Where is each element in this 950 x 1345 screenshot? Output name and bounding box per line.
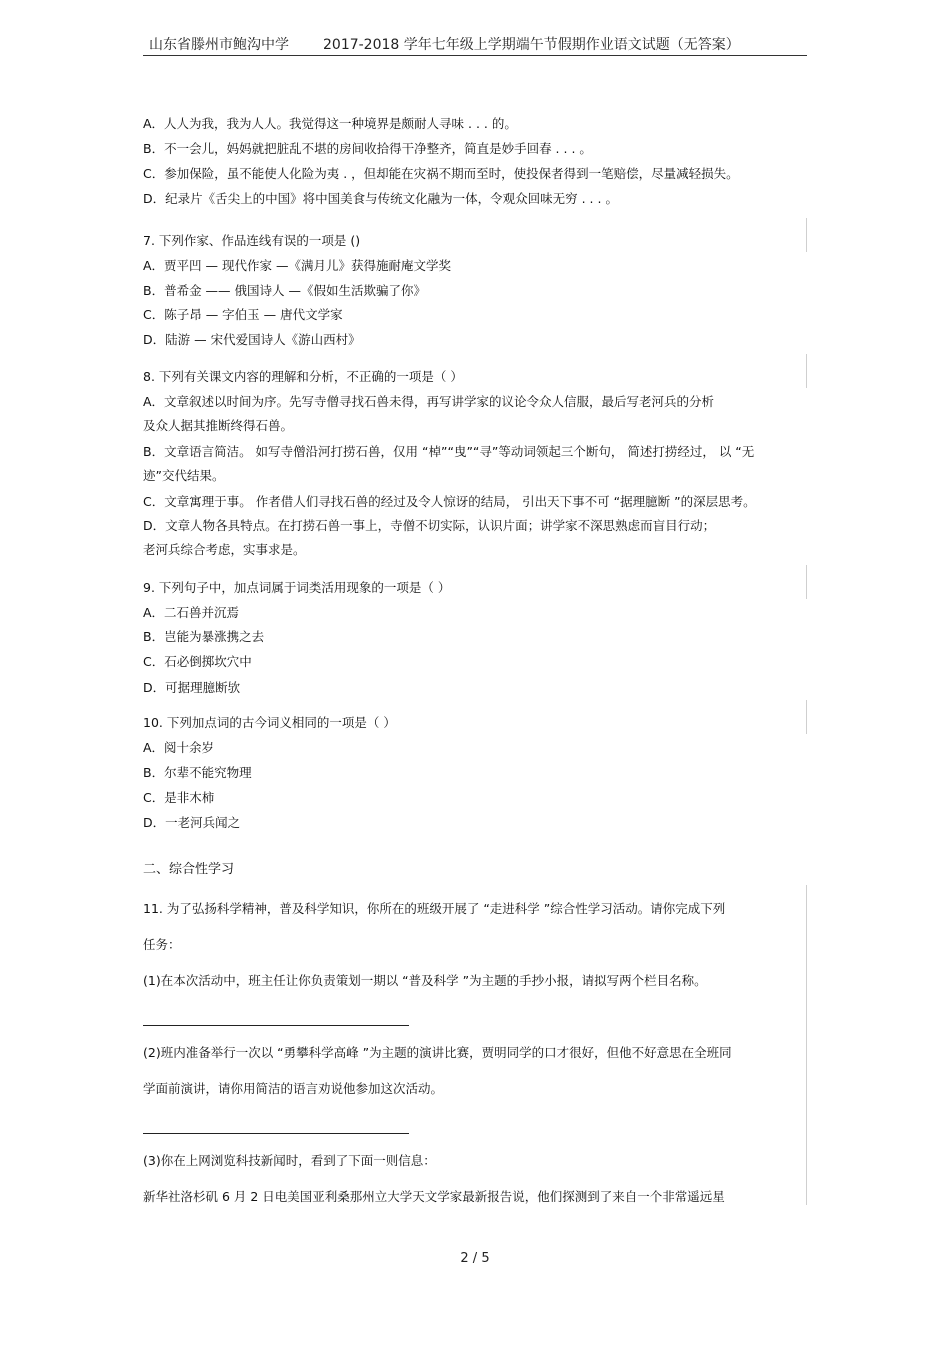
q8-option-d-line1: D．文章人物各具特点。在打捞石兽一事上，寺僧不切实际，认识片面；讲学家不深思熟虑而盲目行动；	[143, 518, 716, 533]
q10-option-d: D．一老河兵闻之	[143, 815, 241, 830]
section-heading: 二、综合性学习	[143, 862, 235, 877]
q11-intro-line2: 任务：	[143, 937, 181, 952]
page-header	[143, 34, 807, 54]
q11-part1: (1)在本次活动中，班主任让你负责策划一期以 “普及科学 ”为主题的手抄小报，请拟写两个栏目名称。	[143, 973, 707, 988]
q11-news-text: 新华社洛杉矶 6 月 2 日电美国亚利桑那州立大学天文学家最新报告说，他们探测到了来自一个非常遥远星	[143, 1189, 725, 1204]
q6-option-c: C．参加保险，虽不能使人化险为夷 . ，但却能在灾祸不期而至时，使投保者得到一笔赔偿，尽量减轻损失。	[143, 166, 739, 181]
q9-option-d: D．可据理臆断欤	[143, 680, 241, 695]
q8-option-d-line2: 老河兵综合考虑，实事求是。	[143, 542, 306, 557]
q10-option-c: C．是非木柿	[143, 790, 215, 805]
q9-option-c: C．石必倒掷坎穴中	[143, 654, 252, 669]
q8-option-b-line1: B．文章语言简洁。 如写寺僧沿河打捞石兽，仅用 “棹”“曳”“寻”等动词领起三个断句， 简述打捞经过， 以 “无	[143, 444, 755, 459]
q11-intro-line1: 11. 为了弘扬科学精神，普及科学知识，你所在的班级开展了 “走进科学 ”综合性学习活动。请你完成下列	[143, 901, 726, 916]
header-school: 山东省滕州市鲍沟中学	[149, 37, 289, 53]
q9-option-a: A．二石兽并沉焉	[143, 605, 240, 620]
answer-line	[143, 1025, 409, 1026]
margin-bar	[806, 565, 807, 599]
q7-option-d: D．陆游 — 宋代爱国诗人《游山西村》	[143, 332, 361, 347]
q10-option-a: A．阅十余岁	[143, 740, 215, 755]
q11-part3: (3)你在上网浏览科技新闻时，看到了下面一则信息：	[143, 1153, 436, 1168]
q7-option-a: A．贾平凹 — 现代作家 —《满月儿》获得施耐庵文学奖	[143, 258, 451, 273]
margin-bar	[806, 218, 807, 252]
q6-option-d: D．纪录片《舌尖上的中国》将中国美食与传统文化融为一体，令观众回味无穷 . . . 。	[143, 191, 618, 206]
answer-line	[143, 1133, 409, 1134]
q7-stem: 7. 下列作家、作品连线有误的一项是 ()	[143, 233, 361, 248]
margin-bar	[806, 354, 807, 388]
header-title: 2017-2018 学年七年级上学期端午节假期作业语文试题（无答案）	[323, 37, 740, 53]
q10-stem: 10. 下列加点词的古今词义相同的一项是（ ）	[143, 715, 396, 730]
q8-stem: 8. 下列有关课文内容的理解和分析，不正确的一项是（ ）	[143, 369, 463, 384]
q6-option-a: A．人人为我，我为人人。我觉得这一种境界是颇耐人寻味 . . . 的。	[143, 116, 517, 131]
header-divider	[143, 55, 807, 56]
margin-bar	[806, 700, 807, 734]
q9-stem: 9. 下列句子中，加点词属于词类活用现象的一项是（ ）	[143, 580, 451, 595]
margin-bar	[806, 885, 807, 1205]
q11-part2-line2: 学面前演讲，请你用简洁的语言劝说他参加这次活动。	[143, 1081, 444, 1096]
page-number: 2 / 5	[460, 1251, 490, 1266]
q8-option-c: C．文章寓理于事。 作者借人们寻找石兽的经过及令人惊讶的结局， 引出天下事不可 “据理臆断 ”的深层思考。	[143, 494, 756, 509]
q7-option-b: B．普希金 —— 俄国诗人 —《假如生活欺骗了你》	[143, 283, 426, 298]
q10-option-b: B．尔辈不能究物理	[143, 765, 252, 780]
q7-option-c: C．陈子昂 — 字伯玉 — 唐代文学家	[143, 307, 343, 322]
q8-option-a-line1: A．文章叙述以时间为序。先写寺僧寻找石兽未得，再写讲学家的议论令众人信服，最后写老河兵的分析	[143, 394, 715, 409]
q11-part2-line1: (2)班内准备举行一次以 “勇攀科学高峰 ”为主题的演讲比赛，贾明同学的口才很好，但他不好意思在全班同	[143, 1045, 732, 1060]
q6-option-b: B．不一会儿，妈妈就把脏乱不堪的房间收拾得干净整齐，简直是妙手回春 . . . 。	[143, 141, 592, 156]
q8-option-a-line2: 及众人据其推断终得石兽。	[143, 418, 294, 433]
q9-option-b: B．岂能为暴涨携之去	[143, 629, 265, 644]
q8-option-b-line2: 迹”交代结果。	[143, 468, 225, 483]
